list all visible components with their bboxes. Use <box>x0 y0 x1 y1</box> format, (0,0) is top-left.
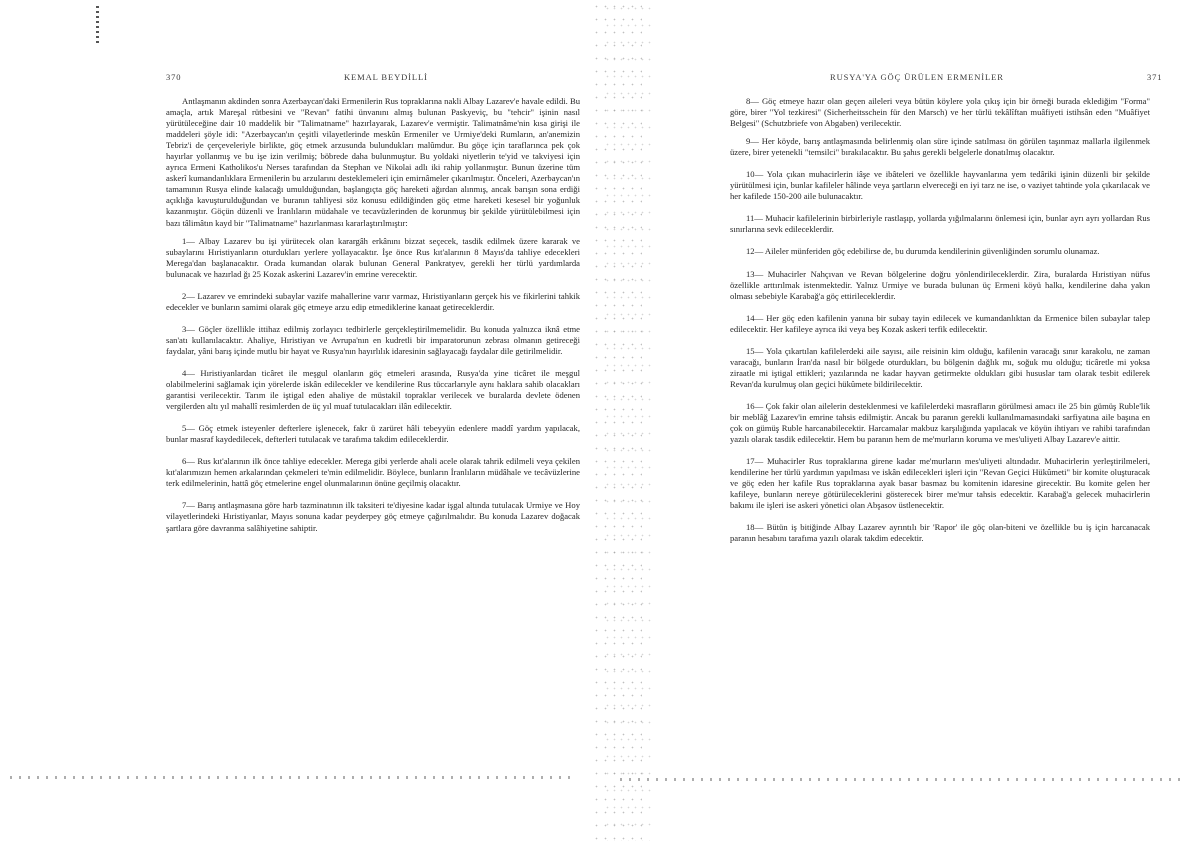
paragraph: 11— Muhacir kafilelerinin birbirleriyle rastlaşıp, yollarda yığılmalarını önlemesi için, bunlar ayrı ayrı yollardan Rus sınırlarına sevk edileceklerdir. <box>730 213 1150 235</box>
paragraph: 5— Göç etmek isteyenler defterlere işlenecek, fakr ü zarüret hâli tebeyyün edenlere maddî yardım yapılacak, bunlar masraf kaydedilecek, defterleri tutulacak ve tarafıma takdim edileceklerdir. <box>166 423 580 445</box>
paragraph: 3— Göçler özellikle ittihaz edilmiş zorlayıcı tedbirlerle gerçekleştirilmemelidir. Bu konuda yalnızca iknâ etme san'atı kullanılacaktır. Ahaliye, Hıristiyan ve Avrupa'nın en kudretli bir imparatorunun zebrası olmanın getireceği faydalar, yâni barış içinde mutlu bir hayat ve Rusya'nın hayırlılık idaresinin sağlayacağı faydalar dile getirilmelidir. <box>166 323 580 356</box>
page-number: 370 <box>166 72 182 82</box>
paragraph: 1— Albay Lazarev bu işi yürütecek olan karargâh erkânını bizzat seçecek, tasdik edilmek üzere kararak ve subaylarını Hıristiyanların oturdukları yerlere yollayacaktır. İşe önce Rus kıt'alarının 8 Mayıs'da tahliye edecekleri Merega'dan başlanacaktır. Orada kumandan olarak bulunan General Pankratyev, gerekli her türlü yardımlarda bulunacak ve hazırlad ğı 25 Kozak askerini Lazarev'in emrine verecektir. <box>166 235 580 279</box>
running-head: RUSYA'YA GÖÇ ÜRÜLEN ERMENİLER <box>830 72 1004 82</box>
running-head: KEMAL BEYDİLLİ <box>344 72 428 82</box>
paragraph: 4— Hıristiyanlardan ticâret ile meşgul olanların göç etmeleri arasında, Rusya'da yine ticâret ile meşgul olabilmelerini sağlamak için yörelerde iskân edilecekler ve kendilerine Rus tüccarlarıyle aynı haklara sahib olacakları garantisi verilecektir. Tarım ile iştigal eden ahaliye de müstakil topraklar verilecek ve buralarda devlete ödenen vergilerden altı yıl mahallî resimlerden de üç yıl muaf tutulacakları ilân edilecektir. <box>166 367 580 412</box>
paragraph: 7— Barış antlaşmasına göre harb tazminatının ilk taksiteri te'diyesine kadar işgal altında tutulacak Urmiye ve Hoy vilayetlerindeki Hıristiyanlar, Mayıs sonuna kadar peyderpey göç etmeye çağırılmalıdır. Bu konuda Lazarev doğacak şartlara göre davranma salâhiyetine sahiptir. <box>166 500 580 533</box>
paragraph: 10— Yola çıkan muhacirlerin iâşe ve ibâteleri ve özellikle hayvanlarına yem tedâriki işinin düzenli bir şekilde yürütülmesi için, bunlar kafileler hâlinde veya şartların elvereceği en iyi tarz ne ise, o vaziyet tahtinde yola çıkarılacak ve her kafilede 150-200 aile bulunacaktır. <box>730 169 1150 202</box>
page-body <box>730 96 1150 555</box>
paragraph: 2— Lazarev ve emrindeki subaylar vazife mahallerine varır varmaz, Hıristiyanların gerçek his ve fikirlerini tahkik edecekler ve bunların samimi olarak göç etmeye arzu edip etmediklerine kanaat getireceklerdir. <box>166 290 580 312</box>
paragraph: 8— Göç etmeye hazır olan geçen aileleri veya bütün köylere yola çıkış için bir örneği burada eklediğim "Forma" göre, birer "Yol tezkiresi" (Sicherheitsschein für den Marsch) ve her türlü tekâlîftan muâfiyeti istihsân eden "Muâfiyet Belgesi" (Schutzbriefe von Abgaben) verilecektir. <box>730 96 1150 129</box>
right-page <box>600 0 1198 841</box>
paragraph: 15— Yola çıkartılan kafilelerdeki aile sayısı, aile reisinin kim olduğu, kafilenin varacağı sınır karakolu, ne zaman varacağı, bunların İran'da nasıl bir bölgede oturdukları, bu bölgenin dağlık mı, soğuk mu olduğu; ticâretle mi yoksa ziraatle mi iştigal ettikleri; yazılarında ne kadar hayvan getirmekte oldukları gibi hususlar tam olarak tesbit edilerek Revan'da kurulmuş olan geçici hükûmete bildirilecektir. <box>730 345 1150 389</box>
page-number: 371 <box>1147 72 1163 82</box>
paragraph: 18— Bütün iş bitiğinde Albay Lazarev ayrıntılı bir 'Rapor' ile göç olan-biteni ve özellikle bu iş için harcanacak paranın hesabını tarafıma yazılı olarak takdim edecektir. <box>730 522 1150 544</box>
paragraph: 6— Rus kıt'alarının ilk önce tahliye edecekler. Merega gibi yerlerde ahali acele olarak tahrik edilmeli veya çekilen kıt'alarımızın hemen arkalarından çekmeleri te'min edilmelidir. Böylece, bunların İranlıların müdâhale ve tecâvüzlerine terk edilmelerinin, hattâ göç etmelerine engel olunmalarının önüne geçilmiş olacaktır. <box>166 456 580 489</box>
paragraph: 9— Her köyde, barış antlaşmasında belirlenmiş olan süre içinde satılması ön görülen taşınmaz mallarla ilgilenmek üzere, birer yetenekli "temsilci" bırakılacaktır. Bu şahıs gerekli belgelerle donatılmış olacaktır. <box>730 136 1150 158</box>
paragraph: 14— Her göç eden kafilenin yanına bir subay tayin edilecek ve kumandanlıktan da Ermenice bilen subaylar talep edilecektir. Her kafileye ayrıca iki veya beş Kozak askeri terfik edilecektir. <box>730 312 1150 334</box>
paragraph: Antlaşmanın akdinden sonra Azerbaycan'daki Ermenilerin Rus topraklarına nakli Albay Lazarev'e havale edildi. Bu amaçla, artık Mareşal rütbesini ve "Revan" fatihi ünvanını almış bulunan Paskyeviç, bu "tehcir" işinin nasıl yürütüleceğine dair 10 maddelik bir "Talimatname" hazırlayarak, Lazarev'e vermiştir. Talimatnâme'nin kısa girişi ile maddeleri şöyle idi: "Azerbaycan'ın çeşitli vilayetlerinde meskûn Ermeniler ve Urmiye'deki Rumların, an'anemizin Tebriz'i de çerçeveleriyle birlikte, göç etmek arzusunda bulundukları malûmdur. Bu göçe için taraflarınca pek çok hayırlar yollanmış ve bu işe izin verilmiş; böbrede daha bulunmuştur. Bu yoldaki niyetlerin te'yid ve takviyesi için ayrıca Ermeni Katholikos'u Nerses tarafından da Stephan ve Nikolai adlı iki rahip yollanmıştır. Bunun üzerine tüm askerî kumandanlıklara Ermenilerin bu arzularını desteklemeleri için emirnâmeler çıkarılmıştır. Önceleri, Azerbaycan'ın tamamının Rusya elinde kalacağı umulduğundan, başlangıçta göç hareketi ağırdan alınmış, ancak barışın sona erdiği açıklığa kavuşturulduğundan ve buranın tahliyesi söz konusu edildiğinden göç etme hareketi kesesel bir yoğunluk kazanmıştır. Göçün düzenli ve İranlıların müdahale ve tecavüzlerinden de korunmuş bir şekilde yürütülebilmesi için bazı tâlimâtın kayd bir "Talimatname" hazırlanması kararlaştırılmıştır: <box>166 96 580 228</box>
paragraph: 13— Muhacirler Nahçıvan ve Revan bölgelerine doğru yönlendirileceklerdir. Zira, buralarda Hıristiyan nüfus özellikle arttırılmak istenmektedir. Yalnız Urmiye ve burada bulunan üç Ermeni köyü halkı, kendilerine daha yakın olması sebebiyle Karabağ'a göç ettirileceklerdir. <box>730 268 1150 301</box>
paragraph: 16— Çok fakir olan ailelerin desteklenmesi ve kafilelerdeki masrafların görülmesi amacı ile 25 bin gümüş Ruble'lik bir meblâğ Lazarev'in emrine tahsis edilmiştir. Ancak bu paranın gerekli kullanılmamasındaki sarfiyatına aile başına en çok on gümüş Ruble harcanabilecektir. Harcamalar makbuz karşılığında yapılacak ve köyün ihtiyarı ve rahibi tarafından yazılı olarak tasdik edilecektir. Hem bu paranın hem de me'murların koruma ve mes'uliyeti Albay Lazarev'e aittir. <box>730 400 1150 445</box>
paragraph: 12— Aileler münferiden göç edebilirse de, bu durumda kendilerinin güvenliğinden sorumlu olunamaz. <box>746 246 1100 257</box>
paragraph: 17— Muhacirler Rus topraklarına girene kadar me'murların mes'uliyeti altındadır. Muhacirlerin yerleştirilmeleri, kendilerine her türlü yardımın yapılması ve iskân edilecekleri işleri için "Revan Geçici Hükûmeti" bir komite oluşturacak ve göç eden her kafile Rus topraklarına ayak basar basmaz bu komitenin idaresine girecektir. Bu komite gelen her kafileye, bunların nereye götürüleceklerini gösterecek birer me'mur tahsis edecektir. Karabağ'a gelecek muhacirlerin bakımı ile işleri ise askeri yönetici olan Abşasov üstlenecektir. <box>730 456 1150 511</box>
page-body <box>166 96 580 545</box>
